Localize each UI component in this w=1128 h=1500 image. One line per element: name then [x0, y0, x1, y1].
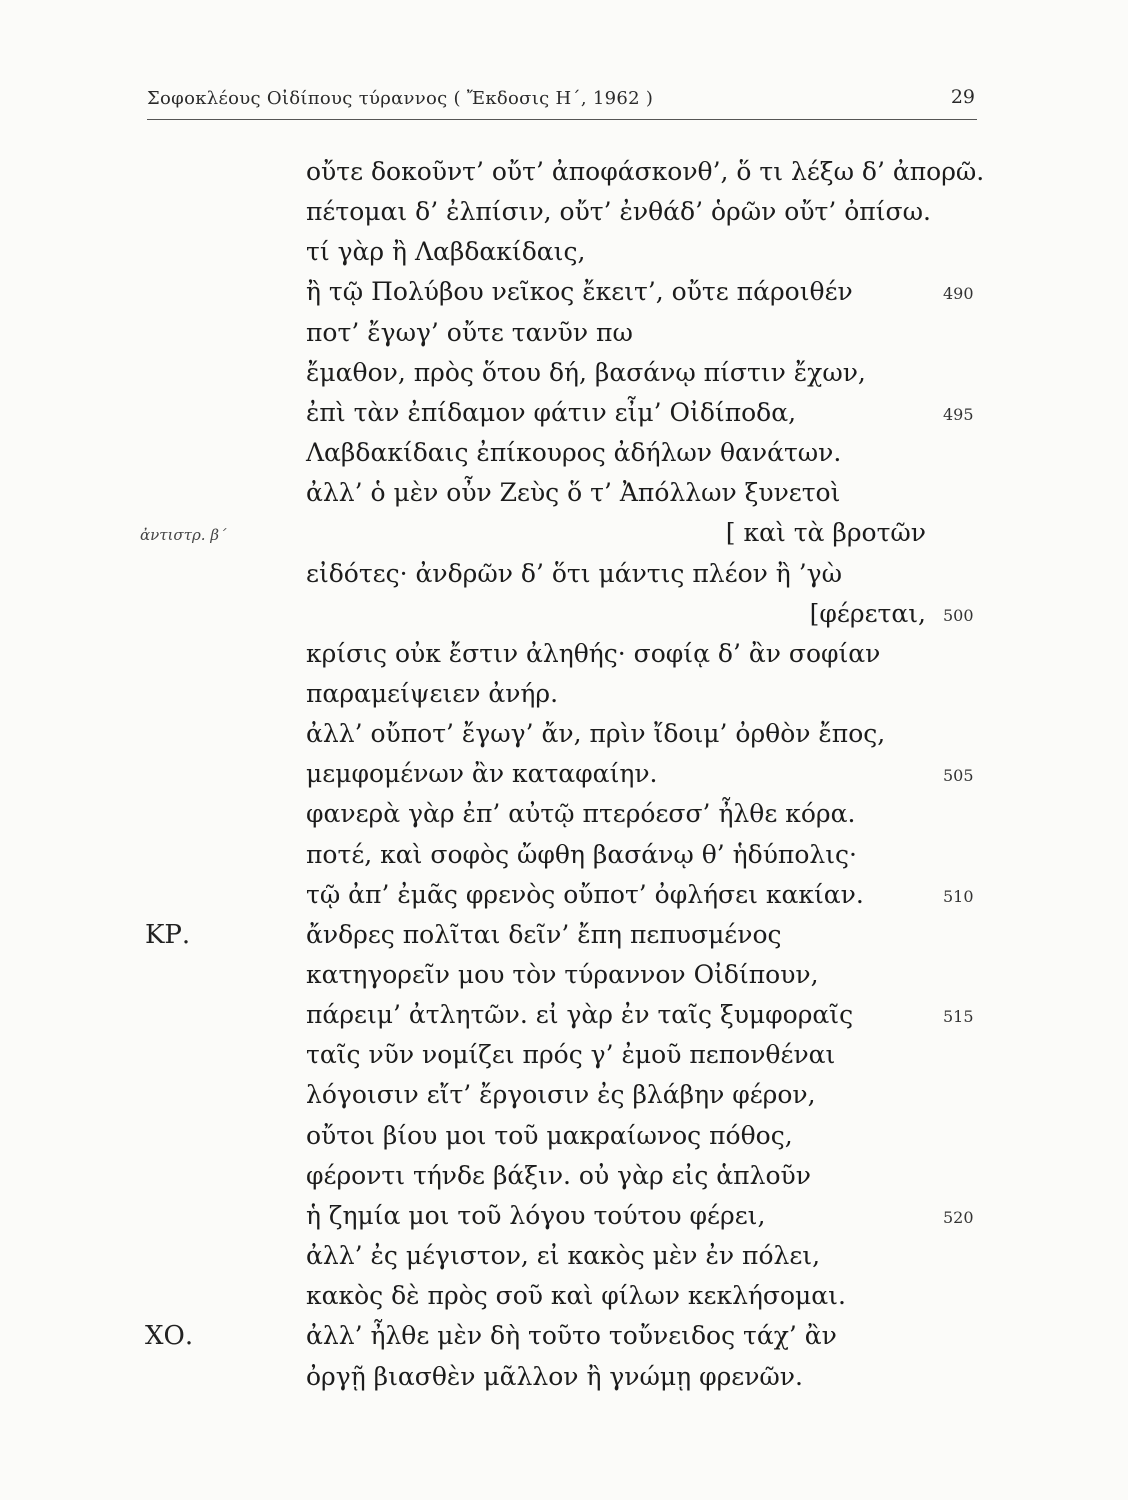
verse-text: ἀλλ’ ἐς μέγιστον, εἰ κακὸς μὲν ἐν πόλει,	[306, 1241, 821, 1270]
verse-line	[306, 354, 926, 392]
verse-line	[306, 1157, 926, 1195]
line-number: 495	[943, 405, 974, 424]
verse-text: ἡ ζημία μοι τοῦ λόγου τούτου φέρει,	[306, 1201, 766, 1230]
speaker-label: ΧΟ.	[145, 1321, 194, 1351]
verse-text: φανερὰ γὰρ ἐπ’ αὐτῷ πτερόεσσ’ ἦλθε κόρα.	[306, 799, 856, 828]
line-number: 515	[943, 1007, 974, 1026]
verse-line	[306, 1197, 926, 1235]
verse-line	[306, 233, 926, 271]
verse-text: ποτ’ ἔγωγ’ οὔτε τανῦν πω	[306, 318, 633, 347]
verse-text: πάρειμ’ ἀτλητῶν. εἰ γὰρ ἐν ταῖς ξυμφοραῖς	[306, 1000, 854, 1029]
verse-line	[306, 795, 926, 833]
verse-text: πέτομαι δ’ ἐλπίσιν, οὔτ’ ἐνθάδ’ ὁρῶν οὔτ’ ὀπίσω.	[306, 197, 931, 226]
marginal-note: ἀντιστρ. β΄	[140, 526, 227, 544]
verse-line	[306, 876, 926, 914]
verse-line	[306, 595, 926, 633]
verse-text: οὔτοι βίου μοι τοῦ μακραίωνος πόθος,	[306, 1121, 793, 1150]
verse-line	[306, 675, 926, 713]
verse-line	[306, 1317, 926, 1355]
verse-line	[306, 555, 926, 593]
verse-line	[306, 193, 931, 231]
verse-line	[306, 474, 926, 512]
verse-text: εἰδότες· ἀνδρῶν δ’ ὅτι μάντις πλέον ἢ ’γὼ	[306, 559, 842, 588]
verse-line	[306, 1076, 926, 1114]
verse-text: κακὸς δὲ πρὸς σοῦ καὶ φίλων κεκλήσομαι.	[306, 1281, 846, 1310]
verse-text: οὔτε δοκοῦντ’ οὔτ’ ἀποφάσκονθ’, ὅ τι λέξω δ’ ἀπορῶ.	[306, 157, 985, 186]
verse-line	[306, 755, 926, 793]
line-number: 505	[943, 766, 974, 785]
verse-line	[306, 273, 926, 311]
verse-line	[306, 956, 926, 994]
verse-text: μεμφομένων ἂν καταφαίην.	[306, 759, 658, 788]
verse-text: φέροντι τήνδε βάξιν. οὐ γὰρ εἰς ἁπλοῦν	[306, 1161, 811, 1190]
verse-text: τί γὰρ ἢ Λαβδακίδαις,	[306, 237, 586, 266]
verse-text: ὀργῇ βιασθὲν μᾶλλον ἢ γνώμῃ φρενῶν.	[306, 1362, 803, 1391]
verse-text: ἐπὶ τὰν ἐπίδαμον φάτιν εἶμ’ Οἰδίποδα,	[306, 398, 797, 427]
verse-line	[306, 314, 926, 352]
verse-text: ἀλλ’ οὔποτ’ ἔγωγ’ ἄν, πρὶν ἴδοιμ’ ὀρθὸν ἔπος,	[306, 719, 886, 748]
speaker-label: ΚΡ.	[145, 920, 191, 950]
verse-line	[306, 635, 926, 673]
verse-text: ἀλλ’ ἦλθε μὲν δὴ τοῦτο τοὔνειδος τάχ’ ἂν	[306, 1321, 837, 1350]
verse-line	[306, 514, 926, 552]
verse-text: ἀλλ’ ὁ μὲν οὖν Ζεὺς ὅ τ’ Ἀπόλλων ξυνετοὶ	[306, 478, 841, 507]
verse-text: ἔμαθον, πρὸς ὅτου δή, βασάνῳ πίστιν ἔχων,	[306, 358, 866, 387]
line-number: 520	[943, 1208, 974, 1227]
line-number: 490	[943, 284, 974, 303]
verse-line	[306, 1117, 926, 1155]
verse-line	[306, 1036, 926, 1074]
verse-text: ἄνδρες πολῖται δεῖν’ ἔπη πεπυσμένος	[306, 920, 782, 949]
verse-text: ταῖς νῦν νομίζει πρός γ’ ἐμοῦ πεπονθέναι	[306, 1040, 836, 1069]
verse-text: Λαβδακίδαις ἐπίκουρος ἀδήλων θανάτων.	[306, 438, 842, 467]
verse-text: κρίσις οὐκ ἔστιν ἀληθής· σοφίᾳ δ’ ἂν σοφίαν	[306, 639, 881, 668]
verse-text: [φέρεται,	[809, 599, 926, 628]
verse-text: ποτέ, καὶ σοφὸς ὤφθη βασάνῳ θ’ ἡδύπολις·	[306, 840, 857, 869]
line-number: 500	[943, 606, 974, 625]
verse-line	[306, 394, 926, 432]
verse-line	[306, 836, 926, 874]
verse-text: παραμείψειεν ἀνήρ.	[306, 679, 559, 708]
line-number: 510	[943, 887, 974, 906]
verse-text: κατηγορεῖν μου τὸν τύραννον Οἰδίπουν,	[306, 960, 819, 989]
verse-text: λόγοισιν εἴτ’ ἔργοισιν ἐς βλάβην φέρον,	[306, 1080, 816, 1109]
verse-line	[306, 1358, 926, 1396]
verse-line	[306, 1237, 926, 1275]
verse-line	[306, 153, 985, 191]
running-head: Σοφοκλέους Οἰδίπους τύραννος ( Ἔκδοσις Η΄, 1962 )	[147, 88, 654, 109]
verse-line	[306, 1277, 926, 1315]
verse-text: [ καὶ τὰ βροτῶν	[725, 518, 926, 547]
verse-line	[306, 996, 926, 1034]
verse-line	[306, 916, 926, 954]
verse-line	[306, 434, 926, 472]
verse-line	[306, 715, 926, 753]
verse-text: ἢ τῷ Πολύβου νεῖκος ἔκειτ’, οὔτε πάροιθέν	[306, 277, 853, 306]
verse-text: τῷ ἀπ’ ἐμᾶς φρενὸς οὔποτ’ ὀφλήσει κακίαν.	[306, 880, 864, 909]
page-number: 29	[950, 86, 975, 108]
